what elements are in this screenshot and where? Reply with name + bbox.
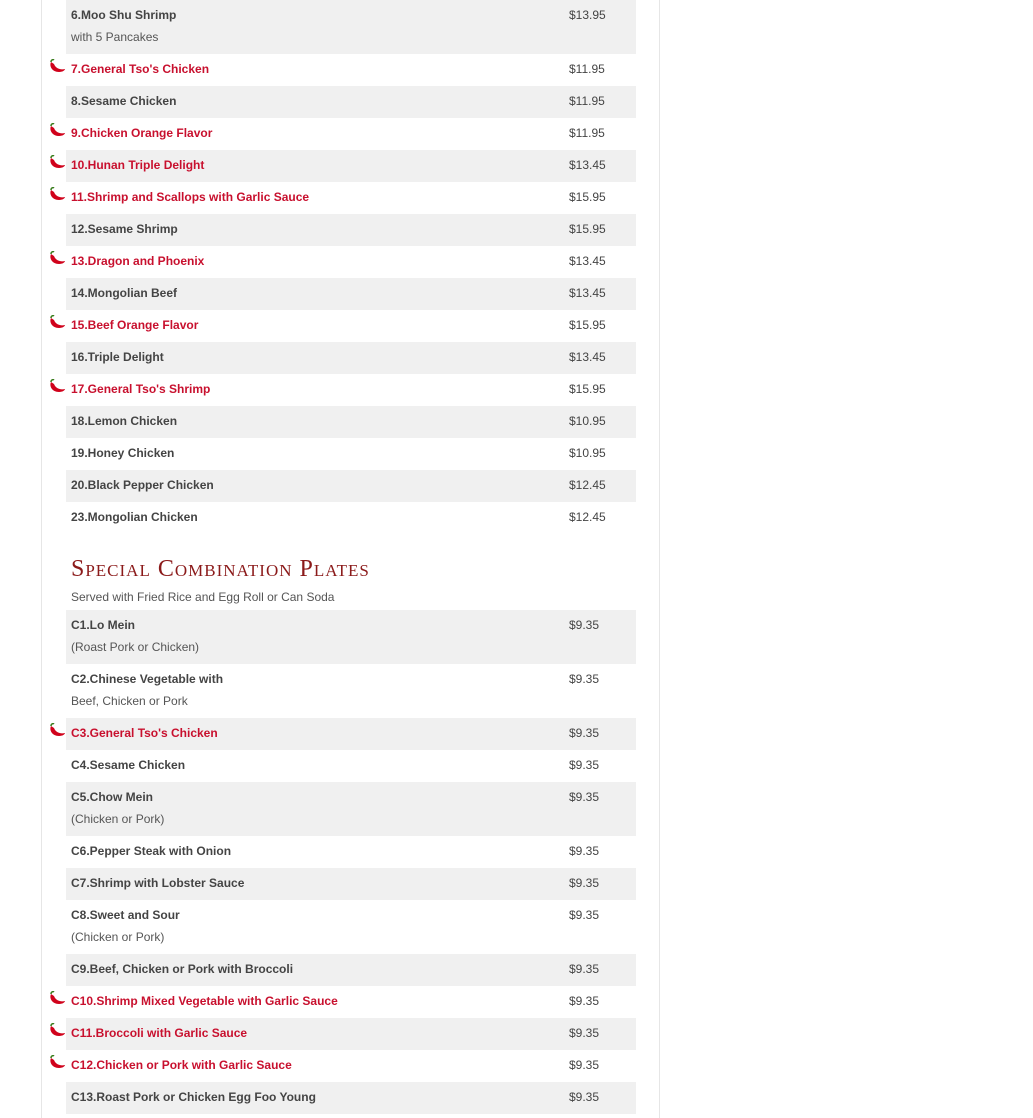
item-price: $13.45: [569, 350, 606, 364]
item-price: $9.35: [569, 1090, 600, 1104]
item-name: C11.Broccoli with Garlic Sauce: [71, 1026, 248, 1040]
item-price: $9.35: [569, 994, 600, 1008]
item-name: C5.Chow Mein: [71, 790, 154, 804]
item-price: $9.35: [569, 618, 600, 632]
item-price: $15.95: [569, 382, 606, 396]
item-price: $9.35: [569, 962, 600, 976]
item-price: $11.95: [569, 94, 605, 108]
menu-item: [66, 986, 636, 1018]
item-name: C4.Sesame Chicken: [71, 758, 186, 772]
item-name: 14.Mongolian Beef: [71, 286, 178, 300]
menu-item: [66, 438, 636, 470]
item-name: 9.Chicken Orange Flavor: [71, 126, 213, 140]
menu-item: [66, 470, 636, 502]
menu-item: [66, 750, 636, 782]
combo-section-header: [66, 552, 636, 610]
item-name: 7.General Tso's Chicken: [71, 62, 210, 76]
menu-item: [66, 374, 636, 406]
item-name: C12.Chicken or Pork with Garlic Sauce: [71, 1058, 292, 1072]
item-name: C8.Sweet and Sour: [71, 908, 180, 922]
menu-item: [66, 664, 636, 718]
item-price: $12.45: [569, 510, 606, 524]
menu-item: [66, 900, 636, 954]
chili-pepper-icon: [48, 155, 66, 171]
menu-item: [66, 310, 636, 342]
menu-panel: [41, 0, 660, 1118]
chili-pepper-icon: [48, 123, 66, 139]
item-description: Beef, Chicken or Pork: [71, 694, 188, 708]
menu-item: [66, 278, 636, 310]
section-title: Special Combination Plates: [71, 556, 370, 582]
item-price: $9.35: [569, 672, 600, 686]
item-description: (Roast Pork or Chicken): [71, 640, 200, 654]
item-name: 6.Moo Shu Shrimp: [71, 8, 177, 22]
menu-item: [66, 1018, 636, 1050]
item-price: $9.35: [569, 1026, 600, 1040]
item-description: with 5 Pancakes: [71, 30, 159, 44]
item-price: $15.95: [569, 318, 606, 332]
item-name: C9.Beef, Chicken or Pork with Broccoli: [71, 962, 294, 976]
menu-item: [66, 782, 636, 836]
item-price: $13.45: [569, 254, 606, 268]
item-name: 15.Beef Orange Flavor: [71, 318, 199, 332]
item-name: 16.Triple Delight: [71, 350, 164, 364]
menu-item: [66, 150, 636, 182]
menu-item: [66, 86, 636, 118]
item-name: C1.Lo Mein: [71, 618, 136, 632]
menu-item: [66, 342, 636, 374]
menu-item: [66, 1050, 636, 1082]
item-price: $13.45: [569, 286, 606, 300]
item-price: $15.95: [569, 222, 606, 236]
section-note: Served with Fried Rice and Egg Roll or Can Soda: [71, 590, 335, 604]
chili-pepper-icon: [48, 251, 66, 267]
item-name: 10.Hunan Triple Delight: [71, 158, 205, 172]
item-name: 12.Sesame Shrimp: [71, 222, 178, 236]
item-price: $9.35: [569, 726, 600, 740]
menu-item: [66, 214, 636, 246]
chili-pepper-icon: [48, 315, 66, 331]
chili-pepper-icon: [48, 187, 66, 203]
menu-item: [66, 1082, 636, 1114]
menu-item: [66, 610, 636, 664]
item-name: 19.Honey Chicken: [71, 446, 175, 460]
item-price: $10.95: [569, 414, 606, 428]
item-name: C3.General Tso's Chicken: [71, 726, 218, 740]
item-name: C10.Shrimp Mixed Vegetable with Garlic Sauce: [71, 994, 338, 1008]
menu-item: [66, 718, 636, 750]
item-price: $13.95: [569, 8, 606, 22]
item-price: $9.35: [569, 908, 600, 922]
menu-item: [66, 502, 636, 534]
menu-item: [66, 954, 636, 986]
item-price: $15.95: [569, 190, 606, 204]
item-price: $9.35: [569, 790, 600, 804]
menu-item: [66, 406, 636, 438]
item-name: 20.Black Pepper Chicken: [71, 478, 214, 492]
item-price: $9.35: [569, 844, 600, 858]
item-name: 23.Mongolian Chicken: [71, 510, 198, 524]
menu-item: [66, 0, 636, 54]
chili-pepper-icon: [48, 59, 66, 75]
menu-item: [66, 868, 636, 900]
item-price: $12.45: [569, 478, 606, 492]
item-name: C13.Roast Pork or Chicken Egg Foo Young: [71, 1090, 316, 1104]
chili-pepper-icon: [48, 991, 66, 1007]
item-price: $9.35: [569, 1058, 600, 1072]
item-name: 11.Shrimp and Scallops with Garlic Sauce: [71, 190, 310, 204]
item-description: (Chicken or Pork): [71, 812, 165, 826]
menu-item: [66, 54, 636, 86]
item-price: $11.95: [569, 62, 605, 76]
item-name: C2.Chinese Vegetable with: [71, 672, 224, 686]
menu-item: [66, 836, 636, 868]
item-price: $11.95: [569, 126, 605, 140]
menu-item: [66, 182, 636, 214]
chili-pepper-icon: [48, 379, 66, 395]
item-name: 18.Lemon Chicken: [71, 414, 178, 428]
item-description: (Chicken or Pork): [71, 930, 165, 944]
menu-item: [66, 246, 636, 278]
chili-pepper-icon: [48, 723, 66, 739]
item-name: 8.Sesame Chicken: [71, 94, 177, 108]
menu-item: [66, 118, 636, 150]
item-price: $9.35: [569, 876, 600, 890]
item-name: C7.Shrimp with Lobster Sauce: [71, 876, 245, 890]
item-name: 13.Dragon and Phoenix: [71, 254, 205, 268]
item-name: C6.Pepper Steak with Onion: [71, 844, 232, 858]
item-price: $9.35: [569, 758, 600, 772]
chili-pepper-icon: [48, 1023, 66, 1039]
menu-list: [42, 0, 659, 1114]
chili-pepper-icon: [48, 1055, 66, 1071]
item-name: 17.General Tso's Shrimp: [71, 382, 211, 396]
item-price: $13.45: [569, 158, 606, 172]
item-price: $10.95: [569, 446, 606, 460]
section-spacer: [42, 534, 659, 552]
